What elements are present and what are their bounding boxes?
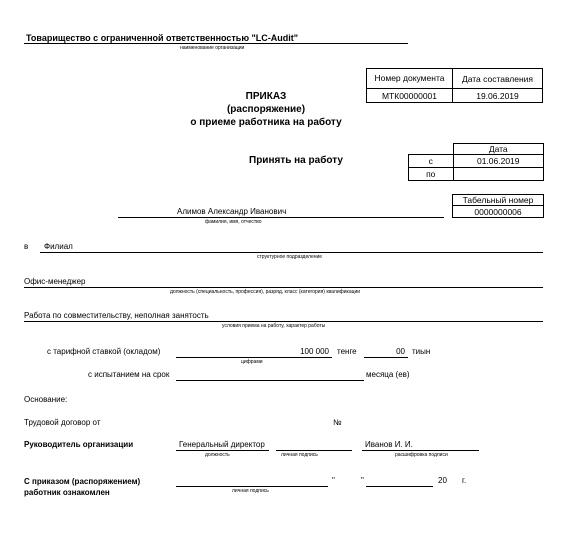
- probation-label: с испытанием на срок: [88, 370, 170, 379]
- position-value: Офис-менеджер: [24, 277, 86, 286]
- period-table: [408, 143, 544, 181]
- title-line-3: о приеме работника на работу: [190, 117, 342, 128]
- period-date-header: Дата: [453, 144, 544, 155]
- division-prefix: в: [24, 242, 29, 251]
- salary-tiyn-value: 00: [396, 347, 405, 356]
- head-label: Руководитель организации: [24, 440, 134, 449]
- head-position-caption: должность: [205, 452, 230, 458]
- head-position-underline: [176, 450, 269, 451]
- head-name: Иванов И. И.: [365, 440, 413, 449]
- head-position: Генеральный директор: [179, 440, 265, 449]
- employee-name-underline: [118, 217, 444, 218]
- salary-tiyn-underline: [364, 357, 408, 358]
- period-to-label: по: [409, 168, 454, 181]
- employee-name-caption: фамилия, имя, отчество: [205, 219, 262, 225]
- organization-underline: [24, 43, 408, 44]
- action-heading: Принять на работу: [249, 155, 343, 166]
- organization-caption: наименование организации: [180, 45, 245, 51]
- period-from-value: 01.06.2019: [453, 155, 544, 168]
- document-title: [166, 90, 366, 129]
- ack-quote-close: ": [332, 476, 335, 485]
- acknowledgement-line-1: С приказом (распоряжением): [24, 477, 141, 486]
- doc-number-value: МТК00000001: [367, 89, 453, 103]
- salary-amount-underline: [176, 357, 332, 358]
- basis-label: Основание:: [24, 395, 68, 404]
- title-line-1: ПРИКАЗ: [245, 91, 287, 102]
- probation-unit: месяца (ев): [366, 370, 410, 379]
- doc-date-header: Дата составления: [453, 69, 543, 89]
- salary-tiyn-label: тиын: [412, 347, 431, 356]
- ack-date-underline: [366, 486, 433, 487]
- ack-year: 20: [438, 476, 447, 485]
- salary-currency-label: тенге: [337, 347, 357, 356]
- tab-number-value: 0000000006: [453, 206, 544, 218]
- ack-signature-underline: [176, 486, 328, 487]
- ack-quote-open: ": [361, 476, 364, 485]
- tab-number-table: [452, 194, 544, 218]
- title-line-2: (распоряжение): [226, 104, 306, 115]
- head-signature-underline: [276, 450, 352, 451]
- head-signature-caption: личная подпись: [281, 452, 318, 458]
- salary-label: с тарифной ставкой (окладом): [47, 347, 161, 356]
- basis-contract-label: Трудовой договор от: [24, 418, 101, 427]
- ack-year-suffix: г.: [462, 476, 467, 485]
- head-name-caption: расшифровка подписи: [395, 452, 448, 458]
- basis-number-sign: №: [333, 418, 342, 427]
- document-info-table: [366, 68, 543, 103]
- head-name-underline: [362, 450, 479, 451]
- doc-number-header: Номер документа: [367, 69, 453, 89]
- position-underline: [24, 287, 543, 288]
- salary-amount: 100 000: [300, 347, 329, 356]
- acknowledgement-label: [24, 476, 140, 498]
- tab-number-header: Табельный номер: [453, 195, 544, 206]
- conditions-value: Работа по совместительству, неполная занятость: [24, 311, 209, 320]
- division-caption: структурное подразделение: [257, 254, 323, 260]
- ack-signature-caption: личная подпись: [232, 488, 269, 494]
- salary-amount-caption: цифрами: [241, 359, 263, 365]
- conditions-underline: [24, 321, 543, 322]
- organization-name: Товарищество с ограниченной ответственностью "LC-Audit": [26, 33, 299, 43]
- doc-date-value: 19.06.2019: [453, 89, 543, 103]
- position-caption: должность (специальность, профессия), разряд, класс (категория) квалификации: [170, 289, 361, 295]
- conditions-caption: условия приема на работу, характер работы: [222, 323, 326, 329]
- probation-underline: [176, 380, 364, 381]
- period-to-value: [453, 168, 544, 181]
- employee-name: Алимов Александр Иванович: [177, 207, 287, 216]
- division-value: Филиал: [44, 242, 73, 251]
- acknowledgement-line-2: работник ознакомлен: [24, 488, 110, 497]
- period-from-label: с: [409, 155, 454, 168]
- division-underline: [40, 252, 543, 253]
